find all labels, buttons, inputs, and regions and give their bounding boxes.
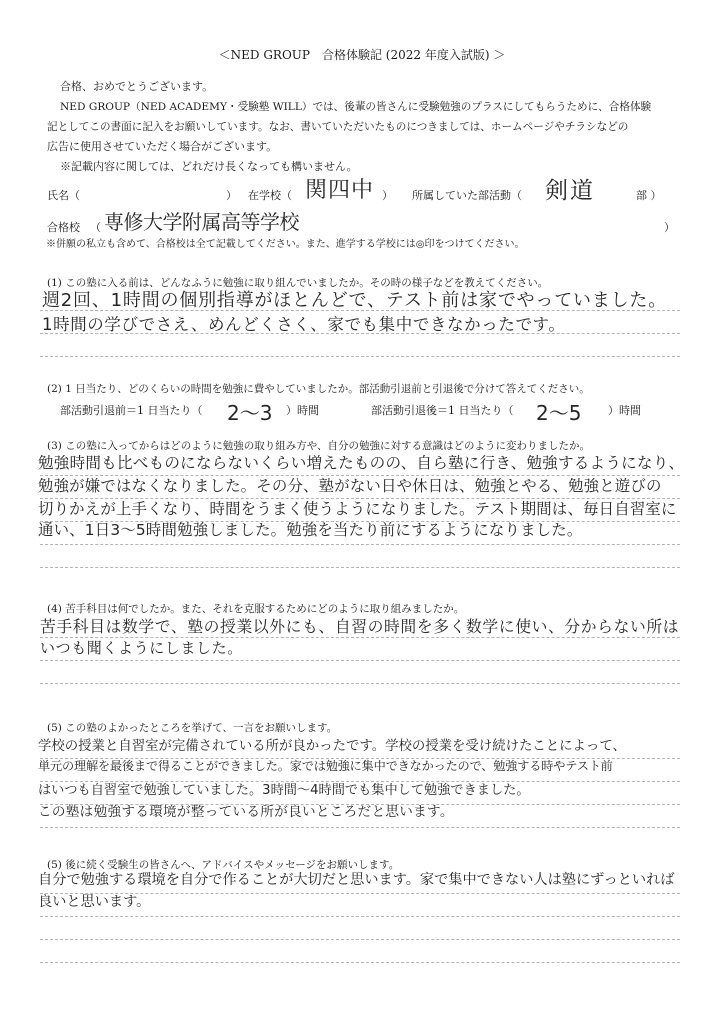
- ruled-line: [40, 498, 680, 499]
- ruled-line: [40, 804, 680, 805]
- ruled-line: [40, 310, 680, 311]
- answer-3-line-3: 切りかえが上手くなり、時間をうまく使うようになりました。テスト期間は、毎日自習室に: [38, 500, 677, 518]
- ruled-line: [40, 660, 680, 661]
- before-retirement-hours: 2〜3: [227, 401, 273, 425]
- ruled-line: [40, 827, 680, 828]
- question-3: (3) この塾に入ってからはどのように勉強の取り組み方や、自分の勉強に対する意識はどのように変わりましたか。: [47, 440, 590, 452]
- ruled-line: [40, 475, 680, 476]
- question-5: (5) この塾のよかったところを挙げて、一言をお願いします。: [47, 722, 338, 734]
- answer-3-line-2: 勉強が嫌ではなくなりました。その分、塾がない日や休日は、勉強とやる、勉強と遊びの: [38, 477, 662, 495]
- ruled-line: [40, 893, 680, 894]
- answer-1-line-2: 1時間の学びでさえ、めんどくさく、家でも集中できなかったです。: [42, 315, 566, 334]
- answer-3-line-1: 勉強時間も比べものにならないくらい増えたものの、自ら塾に行き、勉強するようになり、: [38, 454, 685, 472]
- intro-line-1: 合格、おめでとうございます。: [60, 80, 214, 93]
- before-retirement-label: 部活動引退前＝1 日当たり（: [60, 404, 203, 417]
- passed-school-note: ※併願の私立も含めて、合格校は全て記載してください。また、進学する学校には◎印をつけてください。: [46, 239, 525, 250]
- intro-line-2: NED GROUP（NED ACADEMY・受験塾 WILL）では、後輩の皆さんに受験勉強のプラスにしてもらうために、合格体験: [60, 101, 652, 113]
- answer-5-line-1: 学校の授業と自習室が完備されている所が良かったです。学校の授業を受け続けたことによって、: [38, 739, 626, 754]
- passed-school-value: 専修大学附属高等学校: [104, 210, 299, 234]
- answer-4-line-1: 苦手科目は数学で、塾の授業以外にも、自習の時間を多く数学に使い、分からない所は: [40, 617, 680, 636]
- ruled-line: [40, 521, 680, 522]
- answer-4-line-2: いつも聞くようにしました。: [40, 639, 243, 657]
- after-retirement-label: 部活動引退後＝1 日当たり（: [371, 404, 514, 417]
- ruled-line: [40, 962, 680, 963]
- question-2: (2) 1 日当たり、どのくらいの時間を勉強に費やしていましたか。部活動引退前と引退後で分けて答えてください。: [47, 383, 590, 395]
- answer-5-line-2: 単元の理解を最後まで得ることができました。家では勉強に集中できなかったので、勉強する時やテスト前: [38, 759, 613, 773]
- intro-line-3: 記としてこの書面に記入をお願いしています。なお、書いていただいたものにつきましては、ホームページやチラシなどの: [47, 121, 629, 133]
- ruled-line: [40, 544, 680, 545]
- club-label: 所属していた部活動（: [412, 189, 522, 202]
- question-1: (1) この塾に入る前は、どんなふうに勉強に取り組んでいましたか。その時の様子などを教えてください。: [47, 277, 549, 289]
- passed-close-paren: ）: [664, 221, 675, 234]
- answer-1-line-1: 週2回、1時間の個別指導がほとんどで、テスト前は家でやっていました。: [42, 290, 668, 311]
- ruled-line: [40, 333, 680, 334]
- before-retirement-unit: ）時間: [286, 404, 319, 417]
- document-title: ＜NED GROUP 合格体験記 (2022 年度入試版) ＞: [218, 48, 506, 62]
- answer-6-line-1: 自分で勉強する環境を自分で作ることが大切だと思います。家で集中できない人は塾にずっといれば: [38, 872, 675, 888]
- club-suffix: 部 ）: [636, 189, 662, 202]
- after-retirement-unit: ）時間: [608, 404, 641, 417]
- school-value: 関四中: [305, 178, 375, 203]
- answer-5-line-4: この塾は勉強する環境が整っている所が良いところだと思います。: [38, 804, 454, 820]
- club-value: 剣道: [545, 178, 595, 204]
- ruled-line: [40, 683, 680, 684]
- name-label: 氏名（: [47, 189, 80, 202]
- ruled-line: [40, 637, 680, 638]
- name-close-paren: ）: [226, 189, 237, 202]
- after-retirement-hours: 2〜5: [536, 401, 582, 425]
- ruled-line: [40, 939, 680, 940]
- school-label: 在学校（: [248, 189, 292, 202]
- question-4: (4) 苦手科目は何でしたか。また、それを克服するためにどのように取り組みましたか。: [47, 603, 465, 615]
- ruled-line: [40, 781, 680, 782]
- ruled-line: [40, 758, 680, 759]
- ruled-line: [40, 916, 680, 917]
- school-close-paren: ）: [382, 189, 393, 202]
- ruled-line: [40, 567, 680, 568]
- passed-school-label: 合格校: [47, 221, 80, 234]
- intro-line-5: ※記載内容に関しては、どれだけ長くなっても構いません。: [60, 160, 358, 173]
- passed-open-paren: （: [90, 221, 101, 234]
- intro-line-4: 広告に使用させていただく場合がございます。: [47, 140, 278, 153]
- answer-3-line-4: 通い、1日3〜5時間勉強しました。勉強を当たり前にするようになりました。: [38, 521, 583, 539]
- ruled-line: [40, 356, 680, 357]
- answer-6-line-2: 良いと思います。: [38, 894, 151, 910]
- answer-5-line-3: はいつも自習室で勉強していました。3時間〜4時間でも集中して勉強できました。: [38, 783, 530, 798]
- question-6: (5) 後に続く受験生の皆さんへ、アドバイスやメッセージをお願いします。: [47, 859, 400, 871]
